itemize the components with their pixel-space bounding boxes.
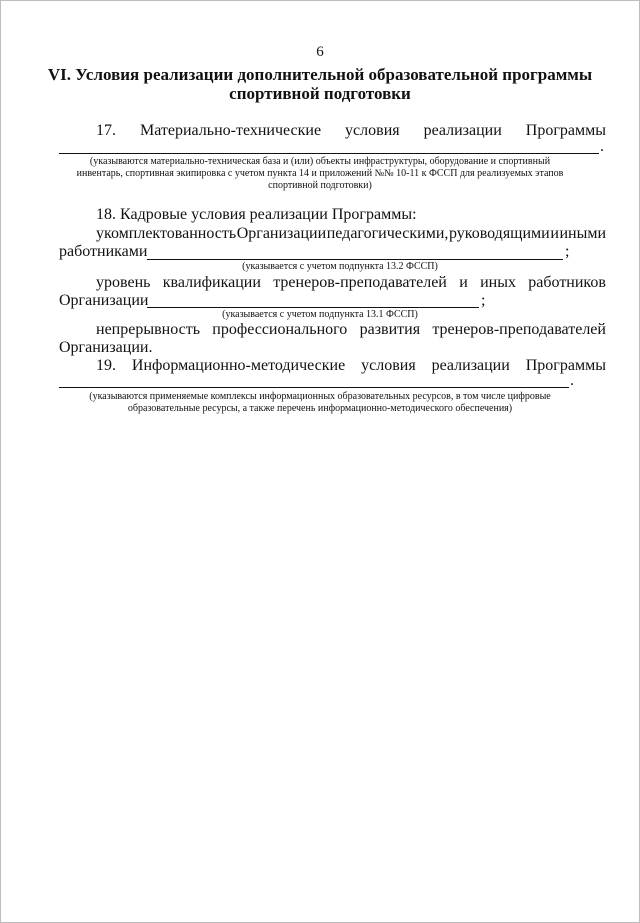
item-17-end-mark: . [600,138,604,155]
staffing-word: иными [559,225,606,242]
staffing-word: и [550,225,559,242]
page-number: 6 [316,44,324,60]
development-word: развития [359,321,421,338]
item-17-line [96,122,606,140]
qualification-line [96,274,606,292]
qualification-note: (указывается с учетом подпункта 13.1 ФССП) [222,309,418,320]
item-19-word: условия [361,357,416,374]
item-19-word: реализации [431,357,510,374]
item-19-number: 19. [96,357,116,374]
staffing-word: педагогическими, [326,225,449,242]
qualification-word: тренеров-преподавателей [273,274,447,291]
item-17-note-line-3: спортивной подготовки) [268,180,372,191]
item-17-number: 17. [96,122,116,139]
qualification-word: иных [480,274,516,291]
item-17-note-line-2: инвентарь, спортивная экипировка с учетом пункта 14 и приложений №№ 10-11 к ФССП для реализуемых этапов [76,168,564,179]
section-title-line-2: спортивной подготовки [229,84,411,103]
section-title-line-1: VI. Условия реализации дополнительной образовательной программы [47,65,593,84]
qualification-end-mark: ; [481,292,486,309]
qualification-word: квалификации [162,274,261,291]
item-18-heading: 18. Кадровые условия реализации Программы: [96,206,417,223]
item-19-end-mark: . [570,372,574,389]
development-word: непрерывность [96,321,200,338]
qualification-word: уровень [96,274,151,291]
staffing-note: (указывается с учетом подпункта 13.2 ФССП) [242,261,438,272]
staffing-fill-line [147,259,563,260]
staffing-word: Организации [236,225,327,242]
item-19-line [96,357,606,375]
item-17-note-line-1: (указываются материально-техническая база и (или) объекты инфраструктуры, оборудование и спортивный [89,156,551,167]
item-17-word: Программы [525,122,606,139]
staffing-word: руководящими [448,225,550,242]
staffing-word: укомплектованность [96,225,237,242]
item-19-note-line-2: образовательные ресурсы, а также перечень информационно-методического обеспечения) [127,403,513,414]
development-continuation: Организации. [59,339,153,356]
development-line [96,321,606,339]
qualification-word: и [459,274,468,291]
staffing-end-mark: ; [565,243,570,260]
item-19-word: Программы [525,357,606,374]
item-17-word: Материально-технические [139,122,322,139]
staffing-line [96,225,606,243]
item-19-word: Информационно-методические [131,357,346,374]
development-word: профессионального [212,321,348,338]
item-17-word: реализации [423,122,502,139]
development-word: тренеров-преподавателей [432,321,606,338]
qualification-fill-line [147,307,479,308]
qualification-word: работников [528,274,606,291]
qualification-continuation: Организации [59,292,149,309]
item-19-fill-line [59,387,569,388]
item-17-word: условия [345,122,400,139]
staffing-continuation: работниками [59,243,148,260]
item-17-fill-line [59,153,599,154]
item-19-note-line-1: (указываются применяемые комплексы информационных образовательных ресурсов, в том числе цифровые [89,391,551,402]
